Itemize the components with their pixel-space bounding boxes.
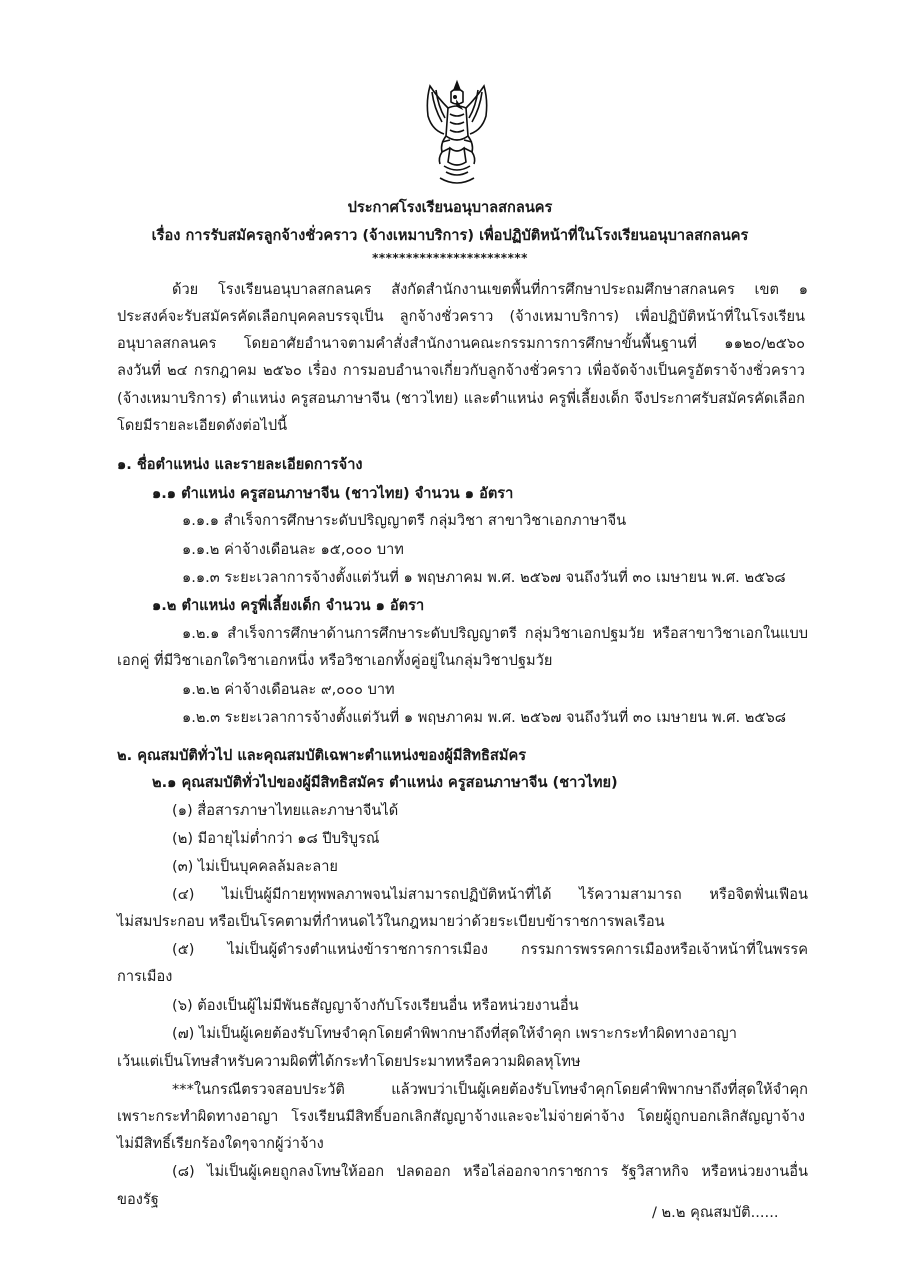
section2-1-heading: ๒.๑ คุณสมบัติทั่วไปของผู้มีสิทธิสมัคร ตำแหน่ง ครูสอนภาษาจีน (ชาวไทย) xyxy=(152,774,618,791)
qualification-item: (๕) ไม่เป็นผู้ดำรงตำแหน่งข้าราชการการเมือง กรรมการพรรคการเมืองหรือเจ้าหน้าที่ในพรรค xyxy=(172,941,808,958)
background-check-note: ***ในกรณีตรวจสอบประวัติ แล้วพบว่าเป็นผู้เคยต้องรับโทษจำคุกโดยคำพิพากษาถึงที่สุดให้จำคุก xyxy=(172,1081,808,1098)
background-check-note: เพราะกระทำผิดทางอาญา โรงเรียนมีสิทธิ์บอกเลิกสัญญาจ้างและจะไม่จ่ายค่าจ้าง โดยผู้ถูกบอกเลิกสัญญาจ้าง xyxy=(117,1108,805,1125)
qualification-item-cont: ไม่สมประกอบ หรือเป็นโรคตามที่กำหนดไว้ในกฎหมายว่าด้วยระเบียบข้าราชการพลเรือน xyxy=(117,913,665,930)
position2-heading: ๑.๒ ตำแหน่ง ครูพี่เลี้ยงเด็ก จำนวน ๑ อัตรา xyxy=(152,597,425,614)
garuda-emblem-icon xyxy=(420,78,494,190)
qualification-item: (๓) ไม่เป็นบุคคลล้มละลาย xyxy=(172,858,338,875)
position1-period: ๑.๑.๓ ระยะเวลาการจ้างตั้งแต่วันที่ ๑ พฤษภาคม พ.ศ. ๒๕๖๗ จนถึงวันที่ ๓๐ เมษายน พ.ศ. ๒๕๖๘ xyxy=(182,569,786,586)
separator-stars: *********************** xyxy=(372,251,528,265)
position2-period: ๑.๒.๓ ระยะเวลาการจ้างตั้งแต่วันที่ ๑ พฤษภาคม พ.ศ. ๒๕๖๗ จนถึงวันที่ ๓๐ เมษายน พ.ศ. ๒๕๖๘ xyxy=(182,709,786,726)
qualification-item-cont: การเมือง xyxy=(117,968,173,985)
section1-heading: ๑. ชื่อตำแหน่ง และรายละเอียดการจ้าง xyxy=(117,456,363,473)
background-check-note: ไม่มีสิทธิ์เรียกร้องใดๆจากผู้ว่าจ้าง xyxy=(117,1135,324,1152)
qualification-item: (๗) ไม่เป็นผู้เคยต้องรับโทษจำคุกโดยคำพิพากษาถึงที่สุดให้จำคุก เพราะกระทำผิดทางอาญา xyxy=(172,1025,737,1042)
intro-line: โดยมีรายละเอียดดังต่อไปนี้ xyxy=(117,417,288,434)
announcement-title: ประกาศโรงเรียนอนุบาลสกลนคร xyxy=(347,199,553,216)
intro-line: (จ้างเหมาบริการ) ตำแหน่ง ครูสอนภาษาจีน (ชาวไทย) และตำแหน่ง ครูพี่เลี้ยงเด็ก จึงประกาศรับสมัครคัดเลือก xyxy=(117,390,805,407)
position1-salary: ๑.๑.๒ ค่าจ้างเดือนละ ๑๕,๐๐๐ บาท xyxy=(182,541,404,558)
position1-heading: ๑.๑ ตำแหน่ง ครูสอนภาษาจีน (ชาวไทย) จำนวน ๑ อัตรา xyxy=(152,485,514,502)
position1-education: ๑.๑.๑ สำเร็จการศึกษาระดับปริญญาตรี กลุ่มวิชา สาขาวิชาเอกภาษาจีน xyxy=(182,512,627,529)
position2-salary: ๑.๒.๒ ค่าจ้างเดือนละ ๙,๐๐๐ บาท xyxy=(182,681,395,698)
intro-line: อนุบาลสกลนคร โดยอาศัยอำนาจตามคำสั่งสำนักงานคณะกรรมการการศึกษาขั้นพื้นฐานที่ ๑๑๒๐/๒๕๖๐ xyxy=(117,335,805,352)
position2-education-cont: เอกคู่ ที่มีวิชาเอกใดวิชาเอกหนึ่ง หรือวิชาเอกทั้งคู่อยู่ในกลุ่มวิชาปฐมวัย xyxy=(117,652,553,669)
intro-line: ลงวันที่ ๒๔ กรกฎาคม ๒๕๖๐ เรื่อง การมอบอำนาจเกี่ยวกับลูกจ้างชั่วคราว เพื่อจัดจ้างเป็นครูอัตราจ้างชั่วคราว xyxy=(117,362,805,379)
qualification-item-cont: เว้นแต่เป็นโทษสำหรับความผิดที่ได้กระทำโดยประมาทหรือความผิดลหุโทษ xyxy=(117,1053,581,1070)
announcement-subject: เรื่อง การรับสมัครลูกจ้างชั่วคราว (จ้างเหมาบริการ) เพื่อปฏิบัติหน้าที่ในโรงเรียนอนุบาลสกลนคร xyxy=(151,227,749,244)
position2-education: ๑.๒.๑ สำเร็จการศึกษาด้านการศึกษาระดับปริญญาตรี กลุ่มวิชาเอกปฐมวัย หรือสาขาวิชาเอกในแบบ xyxy=(182,625,808,642)
qualification-item-cont: ของรัฐ xyxy=(117,1191,159,1208)
continued-marker: / ๒.๒ คุณสมบัติ...... xyxy=(652,1204,779,1221)
intro-line: ด้วย โรงเรียนอนุบาลสกลนคร สังกัดสำนักงานเขตพื้นที่การศึกษาประถมศึกษาสกลนคร เขต ๑ xyxy=(172,281,808,298)
section2-heading: ๒. คุณสมบัติทั่วไป และคุณสมบัติเฉพาะตำแหน่งของผู้มีสิทธิสมัคร xyxy=(117,747,527,764)
qualification-item: (๒) มีอายุไม่ต่ำกว่า ๑๘ ปีบริบูรณ์ xyxy=(172,830,380,847)
intro-line: ประสงค์จะรับสมัครคัดเลือกบุคคลบรรจุเป็น ลูกจ้างชั่วคราว (จ้างเหมาบริการ) เพื่อปฏิบัติหน้าที่ในโรงเรียน xyxy=(117,308,805,325)
qualification-item: (๘) ไม่เป็นผู้เคยถูกลงโทษให้ออก ปลดออก หรือไล่ออกจากราชการ รัฐวิสาหกิจ หรือหน่วยงานอื่น xyxy=(172,1163,808,1180)
qualification-item: (๑) สื่อสารภาษาไทยและภาษาจีนได้ xyxy=(172,802,399,819)
qualification-item: (๖) ต้องเป็นผู้ไม่มีพันธสัญญาจ้างกับโรงเรียนอื่น หรือหน่วยงานอื่น xyxy=(172,997,579,1014)
qualification-item: (๔) ไม่เป็นผู้มีกายทุพพลภาพจนไม่สามารถปฏิบัติหน้าที่ได้ ไร้ความสามารถ หรือจิตฟั่นเฟือน xyxy=(172,886,808,903)
